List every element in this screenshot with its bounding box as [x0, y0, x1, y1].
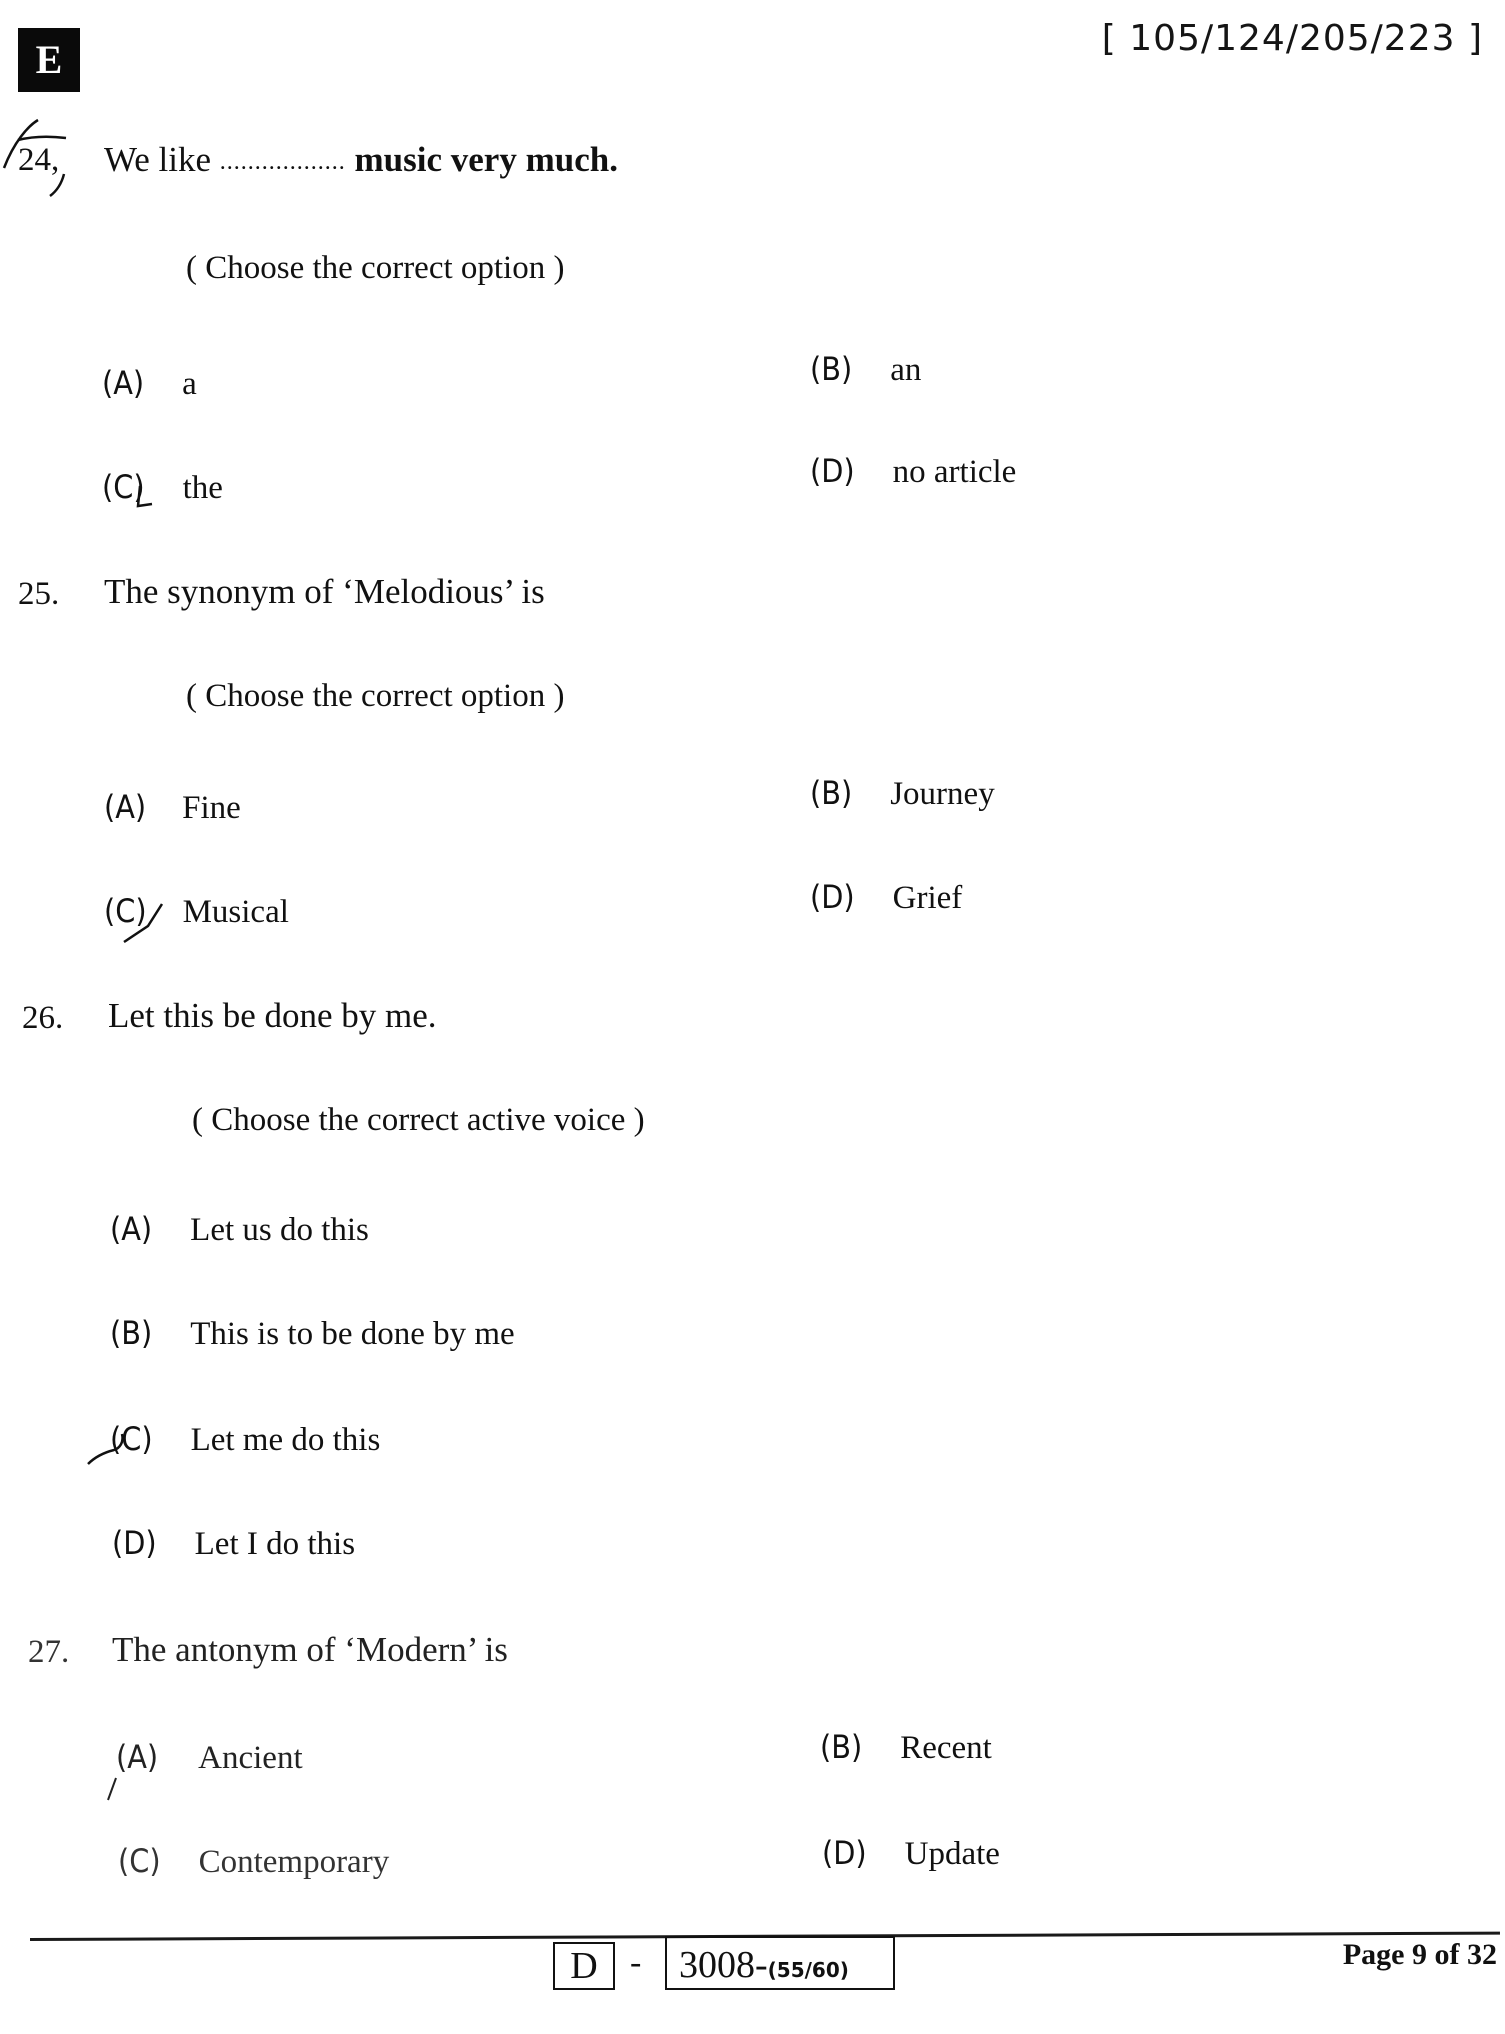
option-b[interactable]: [810, 774, 995, 813]
question-text: The antonym of ‘Modern’ is: [112, 1630, 508, 1669]
option-c[interactable]: [118, 1842, 389, 1881]
option-c[interactable]: [102, 468, 223, 507]
option-a[interactable]: [104, 788, 241, 827]
set-label-badge: E: [18, 28, 80, 92]
option-label: (D): [810, 878, 855, 916]
paper-code-reference: [ 105/124/205/223 ]: [1101, 18, 1483, 59]
option-text: Musical: [182, 894, 289, 930]
option-text: Ancient: [198, 1740, 303, 1776]
option-label: (C): [118, 1842, 161, 1880]
option-text: Journey: [890, 776, 995, 812]
option-label: (B): [110, 1314, 153, 1352]
option-text: Contemporary: [198, 1844, 390, 1880]
option-label: (C): [104, 892, 147, 930]
option-d[interactable]: [822, 1834, 1000, 1873]
question-text-end: music very much.: [354, 140, 618, 179]
option-label: (B): [820, 1728, 863, 1766]
option-label: (D): [810, 452, 855, 490]
option-b[interactable]: [810, 350, 921, 389]
option-label: (D): [822, 1834, 867, 1872]
question-number: 27.: [28, 1634, 70, 1670]
option-label: (A): [104, 788, 147, 826]
option-text: Update: [904, 1836, 1000, 1872]
paper-code-suffix: (55/60): [767, 1958, 849, 1982]
series-code-box: D: [553, 1942, 615, 1990]
option-label: (C): [102, 468, 145, 506]
option-label: (A): [116, 1738, 159, 1776]
option-text: the: [182, 470, 223, 506]
option-b[interactable]: [110, 1314, 515, 1353]
question-instruction: ( Choose the correct option ): [186, 250, 565, 286]
question-number: 25.: [18, 576, 60, 612]
option-label: (D): [112, 1524, 157, 1562]
question-text-start: We like: [104, 140, 211, 179]
option-text: Fine: [182, 790, 241, 826]
option-text: Recent: [900, 1730, 992, 1766]
option-text: Let us do this: [190, 1212, 369, 1248]
option-label: (A): [102, 364, 145, 402]
option-b[interactable]: [820, 1728, 992, 1767]
question-instruction: ( Choose the correct option ): [186, 678, 565, 714]
option-c[interactable]: [110, 1420, 380, 1459]
option-a[interactable]: [102, 364, 197, 403]
option-label: (B): [810, 774, 853, 812]
option-text: an: [890, 352, 922, 388]
option-label: (C): [110, 1420, 153, 1458]
question-number: 26.: [22, 1000, 64, 1036]
option-d[interactable]: [810, 452, 1016, 491]
question-text: Let this be done by me.: [108, 996, 437, 1035]
option-text: Let I do this: [194, 1526, 356, 1562]
option-text: a: [182, 366, 197, 402]
question-instruction: ( Choose the correct active voice ): [192, 1102, 645, 1138]
option-a[interactable]: [116, 1738, 303, 1777]
option-c[interactable]: [104, 892, 289, 931]
option-label: (B): [810, 350, 853, 388]
option-text: Let me do this: [190, 1422, 381, 1458]
paper-code: 3008-: [679, 1944, 768, 1986]
question-number: 24,: [18, 142, 60, 178]
option-text: no article: [892, 454, 1017, 490]
option-d[interactable]: [112, 1524, 355, 1563]
footer-separator: -: [630, 1944, 642, 1981]
paper-code-box: [665, 1936, 895, 1990]
option-label: (A): [110, 1210, 153, 1248]
option-a[interactable]: [110, 1210, 369, 1249]
question-text: The synonym of ‘Melodious’ is: [104, 572, 545, 611]
answer-tick-icon: [100, 1776, 124, 1806]
fill-blank: ..................: [219, 149, 346, 175]
page-number: Page 9 of 32: [1342, 1938, 1497, 1971]
option-text: Grief: [892, 880, 963, 916]
question-text: [104, 140, 618, 180]
option-d[interactable]: [810, 878, 962, 917]
option-text: This is to be done by me: [190, 1316, 515, 1352]
